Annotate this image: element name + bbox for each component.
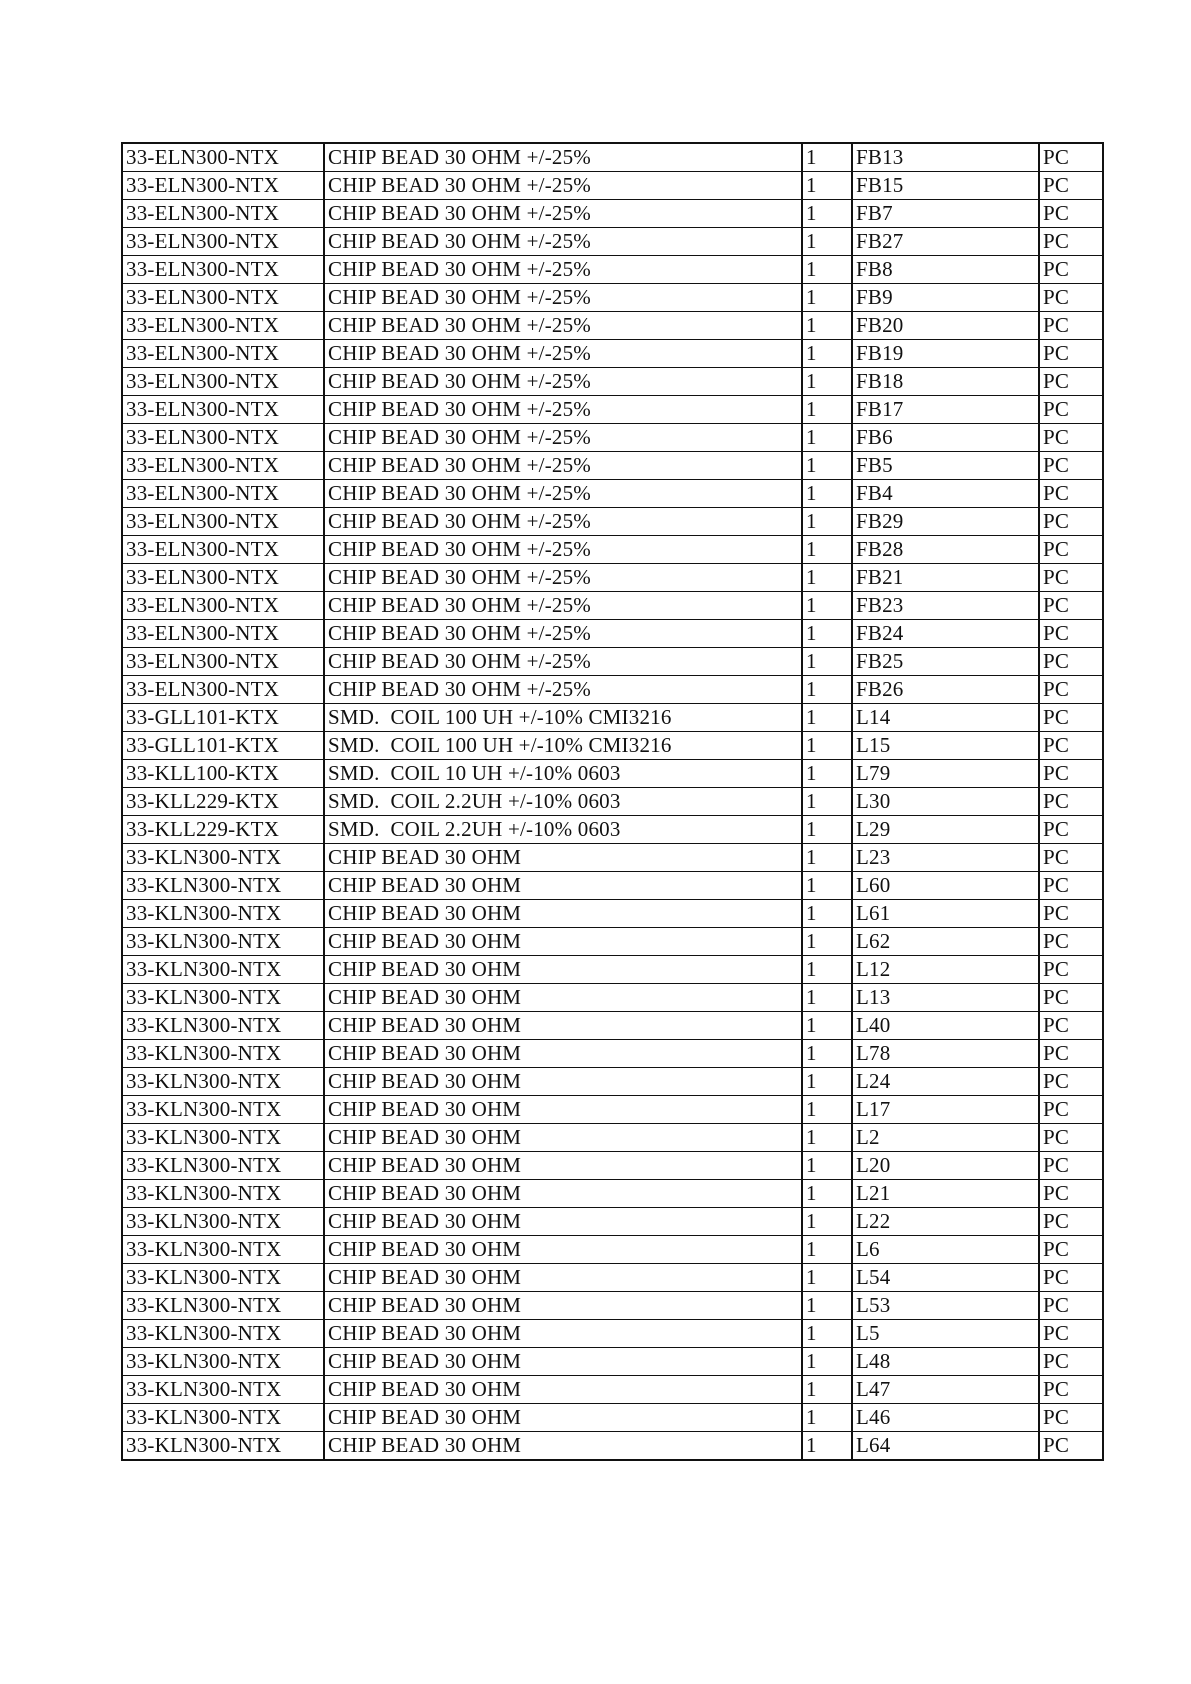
unit-cell: PC (1039, 872, 1103, 900)
part-number-cell: 33-KLN300-NTX (122, 928, 324, 956)
quantity-cell: 1 (802, 480, 852, 508)
part-number-cell: 33-KLN300-NTX (122, 1012, 324, 1040)
table-row (122, 1348, 1103, 1376)
reference-designator-cell: L12 (852, 956, 1039, 984)
unit-cell: PC (1039, 340, 1103, 368)
reference-designator-cell: L6 (852, 1236, 1039, 1264)
unit-cell: PC (1039, 956, 1103, 984)
quantity-cell: 1 (802, 340, 852, 368)
unit-cell: PC (1039, 508, 1103, 536)
part-number-cell: 33-ELN300-NTX (122, 172, 324, 200)
quantity-cell: 1 (802, 536, 852, 564)
description-cell: CHIP BEAD 30 OHM +/-25% (324, 676, 802, 704)
part-number-cell: 33-KLN300-NTX (122, 1376, 324, 1404)
reference-designator-cell: FB9 (852, 284, 1039, 312)
unit-cell: PC (1039, 1292, 1103, 1320)
quantity-cell: 1 (802, 396, 852, 424)
unit-cell: PC (1039, 1068, 1103, 1096)
table-row (122, 760, 1103, 788)
table-row (122, 312, 1103, 340)
description-cell: CHIP BEAD 30 OHM (324, 900, 802, 928)
reference-designator-cell: L21 (852, 1180, 1039, 1208)
reference-designator-cell: FB20 (852, 312, 1039, 340)
part-number-cell: 33-KLN300-NTX (122, 1152, 324, 1180)
unit-cell: PC (1039, 256, 1103, 284)
description-cell: CHIP BEAD 30 OHM (324, 928, 802, 956)
unit-cell: PC (1039, 452, 1103, 480)
table-row (122, 340, 1103, 368)
part-number-cell: 33-ELN300-NTX (122, 480, 324, 508)
unit-cell: PC (1039, 424, 1103, 452)
table-row (122, 620, 1103, 648)
table-row (122, 480, 1103, 508)
reference-designator-cell: FB18 (852, 368, 1039, 396)
quantity-cell: 1 (802, 1152, 852, 1180)
unit-cell: PC (1039, 1348, 1103, 1376)
description-cell: CHIP BEAD 30 OHM (324, 1152, 802, 1180)
quantity-cell: 1 (802, 872, 852, 900)
quantity-cell: 1 (802, 676, 852, 704)
part-number-cell: 33-ELN300-NTX (122, 228, 324, 256)
part-number-cell: 33-ELN300-NTX (122, 340, 324, 368)
description-cell: CHIP BEAD 30 OHM (324, 1180, 802, 1208)
table-row (122, 1236, 1103, 1264)
unit-cell: PC (1039, 312, 1103, 340)
table-row (122, 143, 1103, 172)
description-cell: CHIP BEAD 30 OHM (324, 1432, 802, 1461)
description-cell: CHIP BEAD 30 OHM (324, 1068, 802, 1096)
table-row (122, 1432, 1103, 1461)
unit-cell: PC (1039, 1404, 1103, 1432)
reference-designator-cell: FB27 (852, 228, 1039, 256)
quantity-cell: 1 (802, 1068, 852, 1096)
table-row (122, 172, 1103, 200)
unit-cell: PC (1039, 788, 1103, 816)
part-number-cell: 33-KLN300-NTX (122, 1180, 324, 1208)
description-cell: CHIP BEAD 30 OHM (324, 872, 802, 900)
unit-cell: PC (1039, 732, 1103, 760)
quantity-cell: 1 (802, 620, 852, 648)
reference-designator-cell: FB13 (852, 143, 1039, 172)
table-row (122, 1320, 1103, 1348)
description-cell: CHIP BEAD 30 OHM +/-25% (324, 143, 802, 172)
quantity-cell: 1 (802, 508, 852, 536)
part-number-cell: 33-KLN300-NTX (122, 1068, 324, 1096)
reference-designator-cell: L48 (852, 1348, 1039, 1376)
table-row (122, 1208, 1103, 1236)
part-number-cell: 33-ELN300-NTX (122, 620, 324, 648)
reference-designator-cell: FB28 (852, 536, 1039, 564)
description-cell: CHIP BEAD 30 OHM (324, 844, 802, 872)
table-row (122, 900, 1103, 928)
part-number-cell: 33-KLN300-NTX (122, 900, 324, 928)
description-cell: CHIP BEAD 30 OHM (324, 1124, 802, 1152)
quantity-cell: 1 (802, 732, 852, 760)
reference-designator-cell: FB15 (852, 172, 1039, 200)
unit-cell: PC (1039, 284, 1103, 312)
table-row (122, 816, 1103, 844)
reference-designator-cell: L46 (852, 1404, 1039, 1432)
table-row (122, 564, 1103, 592)
part-number-cell: 33-ELN300-NTX (122, 564, 324, 592)
description-cell: SMD. COIL 10 UH +/-10% 0603 (324, 760, 802, 788)
reference-designator-cell: FB25 (852, 648, 1039, 676)
reference-designator-cell: FB6 (852, 424, 1039, 452)
unit-cell: PC (1039, 200, 1103, 228)
part-number-cell: 33-ELN300-NTX (122, 284, 324, 312)
table-row (122, 1012, 1103, 1040)
description-cell: SMD. COIL 100 UH +/-10% CMI3216 (324, 704, 802, 732)
reference-designator-cell: FB21 (852, 564, 1039, 592)
reference-designator-cell: L13 (852, 984, 1039, 1012)
unit-cell: PC (1039, 1124, 1103, 1152)
part-number-cell: 33-ELN300-NTX (122, 396, 324, 424)
reference-designator-cell: L61 (852, 900, 1039, 928)
unit-cell: PC (1039, 984, 1103, 1012)
unit-cell: PC (1039, 760, 1103, 788)
table-row (122, 368, 1103, 396)
reference-designator-cell: FB24 (852, 620, 1039, 648)
unit-cell: PC (1039, 928, 1103, 956)
part-number-cell: 33-ELN300-NTX (122, 676, 324, 704)
description-cell: CHIP BEAD 30 OHM (324, 1012, 802, 1040)
description-cell: SMD. COIL 2.2UH +/-10% 0603 (324, 816, 802, 844)
table-row (122, 1180, 1103, 1208)
quantity-cell: 1 (802, 564, 852, 592)
part-number-cell: 33-KLN300-NTX (122, 1208, 324, 1236)
reference-designator-cell: L22 (852, 1208, 1039, 1236)
unit-cell: PC (1039, 228, 1103, 256)
description-cell: CHIP BEAD 30 OHM (324, 1292, 802, 1320)
part-number-cell: 33-KLN300-NTX (122, 1404, 324, 1432)
unit-cell: PC (1039, 1152, 1103, 1180)
part-number-cell: 33-ELN300-NTX (122, 312, 324, 340)
part-number-cell: 33-ELN300-NTX (122, 424, 324, 452)
table-row (122, 956, 1103, 984)
reference-designator-cell: L30 (852, 788, 1039, 816)
description-cell: CHIP BEAD 30 OHM +/-25% (324, 536, 802, 564)
reference-designator-cell: L17 (852, 1096, 1039, 1124)
unit-cell: PC (1039, 900, 1103, 928)
reference-designator-cell: L29 (852, 816, 1039, 844)
unit-cell: PC (1039, 1376, 1103, 1404)
table-row (122, 284, 1103, 312)
description-cell: CHIP BEAD 30 OHM (324, 1320, 802, 1348)
description-cell: CHIP BEAD 30 OHM (324, 1404, 802, 1432)
quantity-cell: 1 (802, 256, 852, 284)
reference-designator-cell: L20 (852, 1152, 1039, 1180)
quantity-cell: 1 (802, 1320, 852, 1348)
description-cell: CHIP BEAD 30 OHM +/-25% (324, 368, 802, 396)
table-row (122, 648, 1103, 676)
quantity-cell: 1 (802, 368, 852, 396)
reference-designator-cell: FB29 (852, 508, 1039, 536)
table-row (122, 396, 1103, 424)
description-cell: CHIP BEAD 30 OHM +/-25% (324, 200, 802, 228)
description-cell: CHIP BEAD 30 OHM +/-25% (324, 648, 802, 676)
quantity-cell: 1 (802, 143, 852, 172)
reference-designator-cell: FB5 (852, 452, 1039, 480)
reference-designator-cell: FB26 (852, 676, 1039, 704)
description-cell: CHIP BEAD 30 OHM (324, 956, 802, 984)
table-row (122, 872, 1103, 900)
quantity-cell: 1 (802, 956, 852, 984)
unit-cell: PC (1039, 172, 1103, 200)
description-cell: CHIP BEAD 30 OHM +/-25% (324, 424, 802, 452)
part-number-cell: 33-KLL100-KTX (122, 760, 324, 788)
reference-designator-cell: L62 (852, 928, 1039, 956)
part-number-cell: 33-KLL229-KTX (122, 816, 324, 844)
part-number-cell: 33-KLN300-NTX (122, 1292, 324, 1320)
quantity-cell: 1 (802, 788, 852, 816)
part-number-cell: 33-KLN300-NTX (122, 1124, 324, 1152)
part-number-cell: 33-ELN300-NTX (122, 200, 324, 228)
unit-cell: PC (1039, 368, 1103, 396)
table-row (122, 1124, 1103, 1152)
table-row (122, 1404, 1103, 1432)
reference-designator-cell: L79 (852, 760, 1039, 788)
reference-designator-cell: L2 (852, 1124, 1039, 1152)
table-row (122, 536, 1103, 564)
description-cell: CHIP BEAD 30 OHM +/-25% (324, 228, 802, 256)
quantity-cell: 1 (802, 172, 852, 200)
unit-cell: PC (1039, 844, 1103, 872)
unit-cell: PC (1039, 396, 1103, 424)
description-cell: CHIP BEAD 30 OHM +/-25% (324, 620, 802, 648)
part-number-cell: 33-KLN300-NTX (122, 1040, 324, 1068)
quantity-cell: 1 (802, 1124, 852, 1152)
part-number-cell: 33-ELN300-NTX (122, 452, 324, 480)
part-number-cell: 33-KLN300-NTX (122, 1320, 324, 1348)
quantity-cell: 1 (802, 1348, 852, 1376)
unit-cell: PC (1039, 143, 1103, 172)
description-cell: CHIP BEAD 30 OHM +/-25% (324, 340, 802, 368)
quantity-cell: 1 (802, 900, 852, 928)
part-number-cell: 33-KLN300-NTX (122, 1432, 324, 1461)
description-cell: SMD. COIL 100 UH +/-10% CMI3216 (324, 732, 802, 760)
reference-designator-cell: FB17 (852, 396, 1039, 424)
reference-designator-cell: FB8 (852, 256, 1039, 284)
description-cell: CHIP BEAD 30 OHM (324, 1208, 802, 1236)
unit-cell: PC (1039, 816, 1103, 844)
part-number-cell: 33-KLN300-NTX (122, 1348, 324, 1376)
quantity-cell: 1 (802, 452, 852, 480)
reference-designator-cell: L14 (852, 704, 1039, 732)
reference-designator-cell: FB23 (852, 592, 1039, 620)
part-number-cell: 33-GLL101-KTX (122, 732, 324, 760)
reference-designator-cell: L23 (852, 844, 1039, 872)
reference-designator-cell: FB19 (852, 340, 1039, 368)
description-cell: CHIP BEAD 30 OHM +/-25% (324, 284, 802, 312)
table-row (122, 1068, 1103, 1096)
part-number-cell: 33-KLN300-NTX (122, 984, 324, 1012)
table-row (122, 508, 1103, 536)
parts-table-body (122, 143, 1103, 1460)
description-cell: CHIP BEAD 30 OHM (324, 1236, 802, 1264)
description-cell: CHIP BEAD 30 OHM (324, 1040, 802, 1068)
description-cell: CHIP BEAD 30 OHM (324, 1264, 802, 1292)
quantity-cell: 1 (802, 1404, 852, 1432)
unit-cell: PC (1039, 676, 1103, 704)
description-cell: CHIP BEAD 30 OHM +/-25% (324, 396, 802, 424)
unit-cell: PC (1039, 536, 1103, 564)
unit-cell: PC (1039, 704, 1103, 732)
description-cell: CHIP BEAD 30 OHM +/-25% (324, 564, 802, 592)
quantity-cell: 1 (802, 1236, 852, 1264)
unit-cell: PC (1039, 1180, 1103, 1208)
reference-designator-cell: L24 (852, 1068, 1039, 1096)
part-number-cell: 33-ELN300-NTX (122, 592, 324, 620)
table-row (122, 592, 1103, 620)
reference-designator-cell: L5 (852, 1320, 1039, 1348)
quantity-cell: 1 (802, 704, 852, 732)
quantity-cell: 1 (802, 648, 852, 676)
part-number-cell: 33-KLN300-NTX (122, 844, 324, 872)
part-number-cell: 33-ELN300-NTX (122, 256, 324, 284)
table-row (122, 1152, 1103, 1180)
reference-designator-cell: FB4 (852, 480, 1039, 508)
quantity-cell: 1 (802, 844, 852, 872)
quantity-cell: 1 (802, 200, 852, 228)
unit-cell: PC (1039, 620, 1103, 648)
table-row (122, 704, 1103, 732)
table-row (122, 228, 1103, 256)
table-row (122, 1096, 1103, 1124)
table-row (122, 844, 1103, 872)
part-number-cell: 33-ELN300-NTX (122, 368, 324, 396)
table-row (122, 928, 1103, 956)
description-cell: CHIP BEAD 30 OHM (324, 1376, 802, 1404)
quantity-cell: 1 (802, 1096, 852, 1124)
table-row (122, 1376, 1103, 1404)
table-row (122, 732, 1103, 760)
part-number-cell: 33-KLN300-NTX (122, 1264, 324, 1292)
reference-designator-cell: L40 (852, 1012, 1039, 1040)
reference-designator-cell: L78 (852, 1040, 1039, 1068)
unit-cell: PC (1039, 1432, 1103, 1461)
quantity-cell: 1 (802, 1208, 852, 1236)
table-row (122, 452, 1103, 480)
table-row (122, 984, 1103, 1012)
reference-designator-cell: L47 (852, 1376, 1039, 1404)
unit-cell: PC (1039, 1096, 1103, 1124)
quantity-cell: 1 (802, 1292, 852, 1320)
reference-designator-cell: L64 (852, 1432, 1039, 1461)
unit-cell: PC (1039, 480, 1103, 508)
unit-cell: PC (1039, 564, 1103, 592)
table-row (122, 1292, 1103, 1320)
table-row (122, 256, 1103, 284)
table-row (122, 200, 1103, 228)
unit-cell: PC (1039, 648, 1103, 676)
quantity-cell: 1 (802, 312, 852, 340)
quantity-cell: 1 (802, 1040, 852, 1068)
quantity-cell: 1 (802, 228, 852, 256)
description-cell: CHIP BEAD 30 OHM (324, 1348, 802, 1376)
quantity-cell: 1 (802, 984, 852, 1012)
description-cell: CHIP BEAD 30 OHM (324, 984, 802, 1012)
quantity-cell: 1 (802, 816, 852, 844)
quantity-cell: 1 (802, 1180, 852, 1208)
reference-designator-cell: L54 (852, 1264, 1039, 1292)
unit-cell: PC (1039, 1320, 1103, 1348)
quantity-cell: 1 (802, 284, 852, 312)
part-number-cell: 33-ELN300-NTX (122, 143, 324, 172)
quantity-cell: 1 (802, 760, 852, 788)
unit-cell: PC (1039, 1264, 1103, 1292)
table-row (122, 1040, 1103, 1068)
description-cell: CHIP BEAD 30 OHM +/-25% (324, 480, 802, 508)
unit-cell: PC (1039, 1012, 1103, 1040)
quantity-cell: 1 (802, 424, 852, 452)
part-number-cell: 33-ELN300-NTX (122, 536, 324, 564)
description-cell: CHIP BEAD 30 OHM +/-25% (324, 508, 802, 536)
part-number-cell: 33-ELN300-NTX (122, 508, 324, 536)
description-cell: CHIP BEAD 30 OHM +/-25% (324, 452, 802, 480)
part-number-cell: 33-KLN300-NTX (122, 1096, 324, 1124)
quantity-cell: 1 (802, 1376, 852, 1404)
quantity-cell: 1 (802, 1432, 852, 1461)
part-number-cell: 33-KLN300-NTX (122, 872, 324, 900)
description-cell: CHIP BEAD 30 OHM +/-25% (324, 592, 802, 620)
quantity-cell: 1 (802, 1012, 852, 1040)
unit-cell: PC (1039, 592, 1103, 620)
table-row (122, 424, 1103, 452)
description-cell: SMD. COIL 2.2UH +/-10% 0603 (324, 788, 802, 816)
reference-designator-cell: L60 (852, 872, 1039, 900)
unit-cell: PC (1039, 1236, 1103, 1264)
reference-designator-cell: L53 (852, 1292, 1039, 1320)
description-cell: CHIP BEAD 30 OHM +/-25% (324, 256, 802, 284)
reference-designator-cell: L15 (852, 732, 1039, 760)
part-number-cell: 33-ELN300-NTX (122, 648, 324, 676)
reference-designator-cell: FB7 (852, 200, 1039, 228)
part-number-cell: 33-KLL229-KTX (122, 788, 324, 816)
quantity-cell: 1 (802, 1264, 852, 1292)
parts-table (121, 142, 1104, 1461)
quantity-cell: 1 (802, 928, 852, 956)
quantity-cell: 1 (802, 592, 852, 620)
part-number-cell: 33-KLN300-NTX (122, 956, 324, 984)
part-number-cell: 33-GLL101-KTX (122, 704, 324, 732)
unit-cell: PC (1039, 1040, 1103, 1068)
table-row (122, 676, 1103, 704)
part-number-cell: 33-KLN300-NTX (122, 1236, 324, 1264)
description-cell: CHIP BEAD 30 OHM +/-25% (324, 312, 802, 340)
description-cell: CHIP BEAD 30 OHM (324, 1096, 802, 1124)
table-row (122, 1264, 1103, 1292)
unit-cell: PC (1039, 1208, 1103, 1236)
table-row (122, 788, 1103, 816)
description-cell: CHIP BEAD 30 OHM +/-25% (324, 172, 802, 200)
